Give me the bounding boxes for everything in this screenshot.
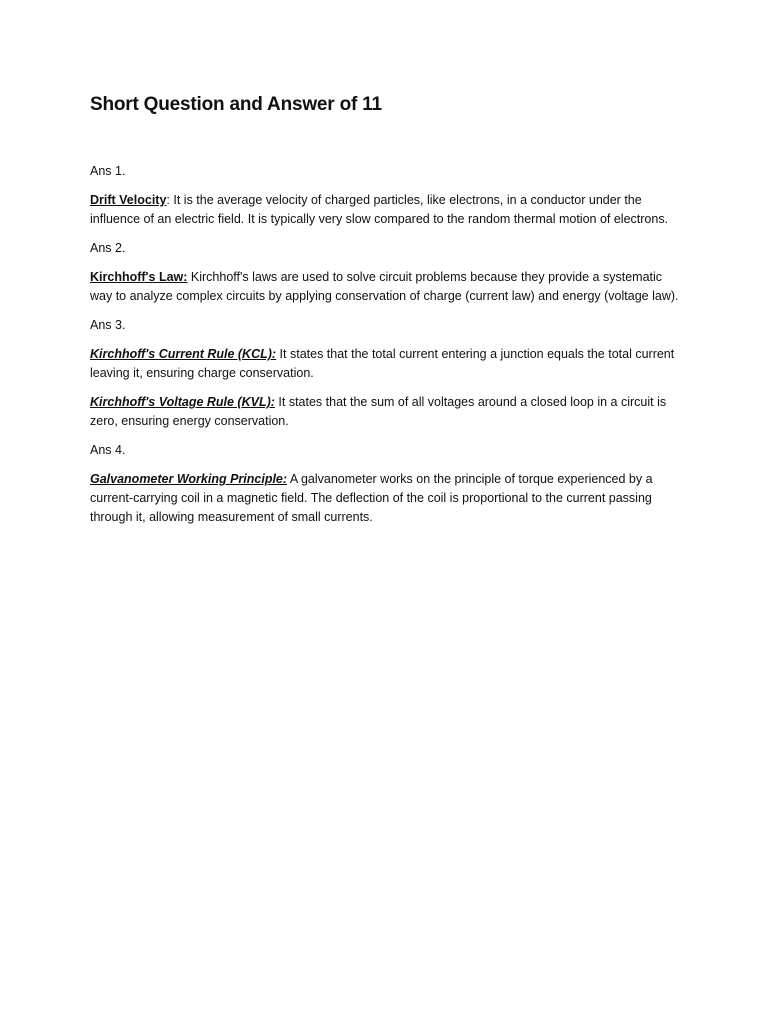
document-page <box>90 94 682 537</box>
section-ans-4 <box>90 441 682 527</box>
answer-paragraph <box>90 191 682 229</box>
answer-paragraph <box>90 268 682 306</box>
answer-text: It states that the total current entering a junction equals the total current leaving it, ensuring charge conservation. <box>90 347 675 380</box>
section-ans-2 <box>90 239 682 306</box>
term-kcl: Kirchhoff's Current Rule (KCL): <box>90 347 277 361</box>
term-kvl: Kirchhoff's Voltage Rule (KVL): <box>90 395 275 409</box>
answer-label: Ans 4. <box>90 443 126 457</box>
answer-text: Kirchhoff's laws are used to solve circuit problems because they provide a systematic way to analyze complex circuits by applying conservation of charge (current law) and energy (voltage law). <box>90 270 679 303</box>
answer-label: Ans 2. <box>90 241 126 255</box>
answer-paragraph <box>90 470 682 527</box>
answer-paragraph <box>90 345 682 383</box>
section-ans-1 <box>90 162 682 229</box>
term-galvanometer: Galvanometer Working Principle: <box>90 472 288 486</box>
page-title: Short Question and Answer of 11 <box>90 94 382 115</box>
section-ans-3 <box>90 316 682 431</box>
answer-paragraph <box>90 393 682 431</box>
term-drift-velocity: Drift Velocity <box>90 193 167 207</box>
term-kirchhoffs-law: Kirchhoff's Law: <box>90 270 188 284</box>
answer-text: It is the average velocity of charged particles, like electrons, in a conductor under the influence of an electric field. It is typically very slow compared to the random thermal motion of electrons. <box>90 193 669 226</box>
term-separator: : <box>166 193 170 207</box>
answer-text: A galvanometer works on the principle of torque experienced by a current-carrying coil in a magnetic field. The deflection of the coil is proportional to the current passing through it, allowing measurement of small currents. <box>90 472 653 524</box>
answer-label: Ans 3. <box>90 318 126 332</box>
answer-label: Ans 1. <box>90 164 126 178</box>
answer-text: It states that the sum of all voltages around a closed loop in a circuit is zero, ensuring energy conservation. <box>90 395 667 428</box>
